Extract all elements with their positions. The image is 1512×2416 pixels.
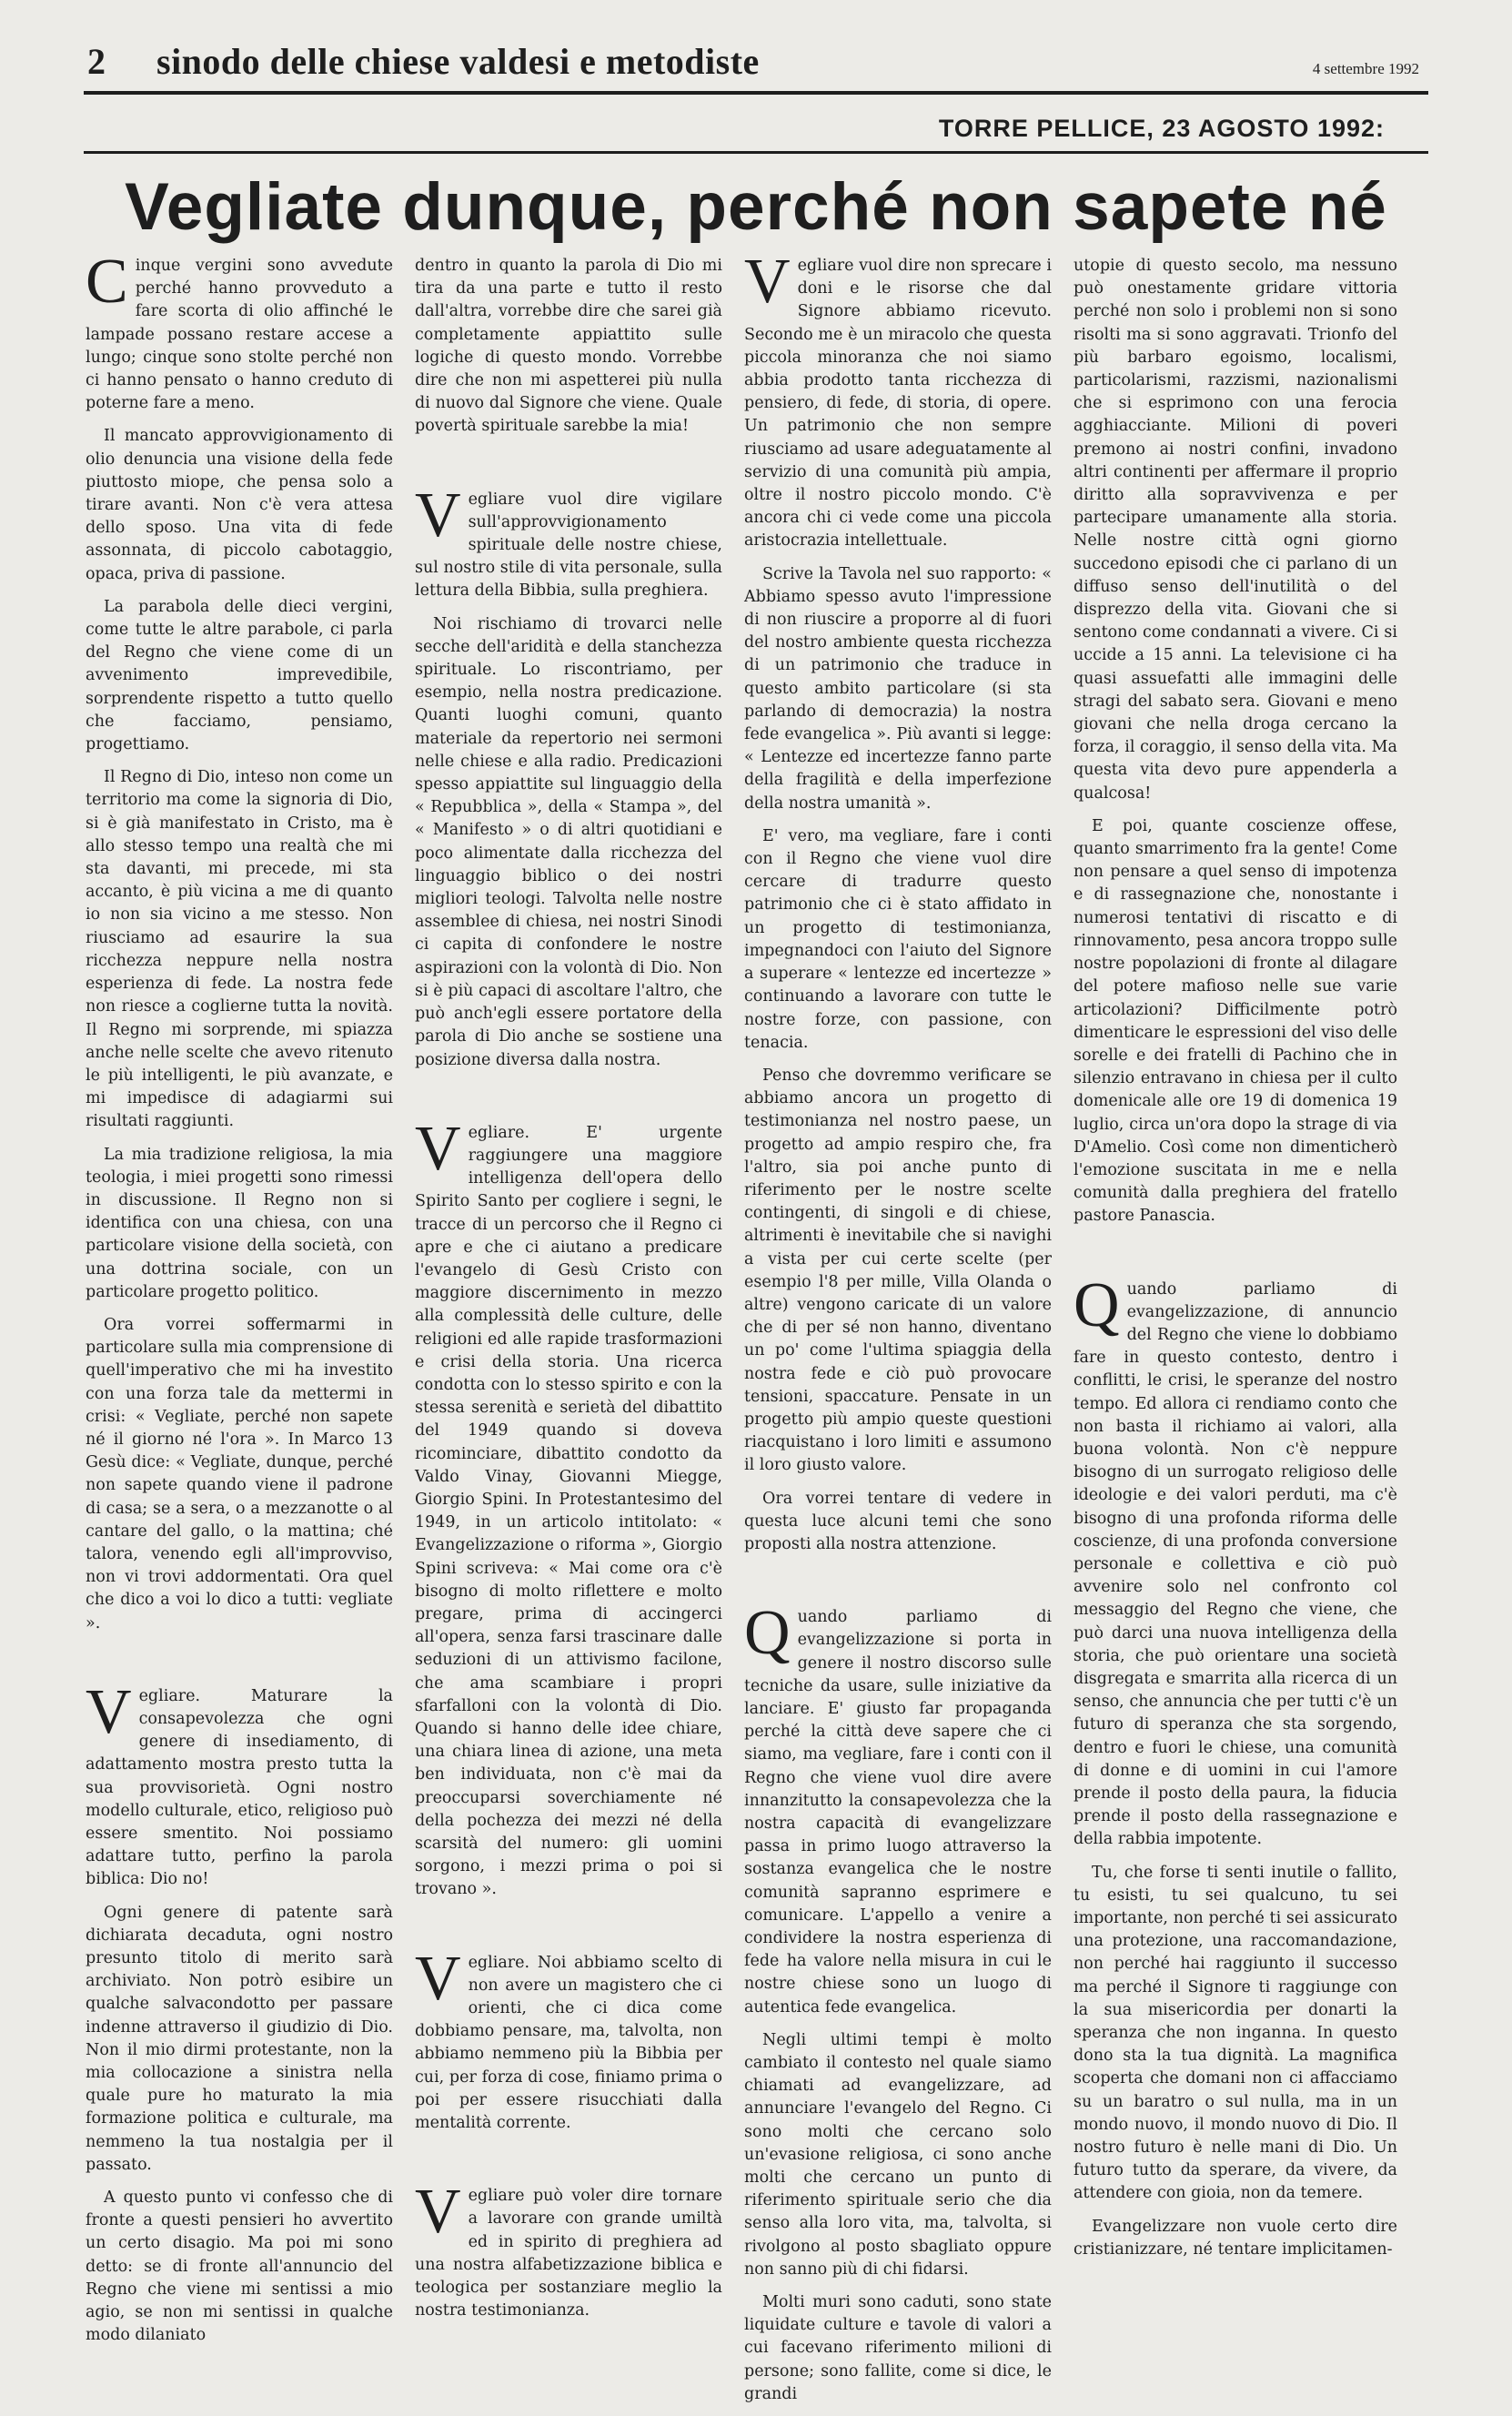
paragraph-text: Il mancato approvvigionamento di olio denuncia una visione della fede piuttosto miope, che pensa solo a tirare avanti. Non c'è vera attesa dello sposo. Una vita di fede assonnata, di piccolo cabotaggio, opaca, priva di passione. xyxy=(86,427,393,583)
paragraph-text: inque vergini sono avvedute perché hanno provveduto a fare scorta di olio affinché le lampade possano restare accese a lungo; cinque sono stolte perché non ci hanno pensato o hanno creduto di poterne fare a meno. xyxy=(86,257,393,413)
paragraph-text: Evangelizzare non vuole certo dire cristianizzare, né tentare implicitamen- xyxy=(1074,2217,1397,2259)
paragraph-text: A questo punto vi confesso che di fronte a questi pensieri ho avvertito un certo disagio. Ma poi mi sono detto: se di fronte all'annuncio del Regno che viene mi sentissi a mio agio, se non mi sentissi in qualche modo dilaniato xyxy=(86,2189,393,2345)
paragraph-text: Ogni genere di patente sarà dichiarata decaduta, ogni nostro presunto titolo di merito sarà archiviato. Non potrò esibire un qualche salvacondotto per passare indenne attraverso il giudizio di Dio. Non il mio dirmi protestante, non la mia collocazione a sinistra nella quale pure ho maturato la mia formazione politica e culturale, ma nemmeno la tua nostalgia per il passato. xyxy=(86,1903,393,2174)
drop-cap: Q xyxy=(744,1598,791,1669)
article-paragraph xyxy=(86,2187,393,2347)
drop-cap: Q xyxy=(1074,1269,1120,1340)
article-paragraph xyxy=(744,1488,1052,1557)
article-paragraph xyxy=(1074,255,1397,805)
article-paragraph xyxy=(415,1943,722,2136)
paragraph-text: La mia tradizione religiosa, la mia teologia, i miei progetti sono rimessi in discussione. Il Regno non si identifica con una chiesa, con una particolare visione della società, con una dottrina sociale, con un particolare progetto politico. xyxy=(86,1145,393,1301)
paragraph-text: E poi, quante coscienze offese, quanto smarrimento fra la gente! Come non pensare a quel senso di impotenza e di rassegnazione che, nonostante i numerosi tentativi di riscatto e di rinnovamento, pesa ancora troppo sulle nostre popolazioni di fronte al dilagare del potere mafioso nelle sue varie articolazioni? Difficilmente potrò dimenticare le espressioni del viso delle sorelle e dei fratelli di Pachino che in silenzio entravano in chiesa per il culto domenicale alle ore 19 di domenica 19 luglio, circa un'ora dopo la strage di via D'Amelio. Così come non dimenticherò l'emozione suscitata in me e nella comunità dalla preghiera del fratello pastore Panascia. xyxy=(1074,816,1397,1226)
drop-cap: V xyxy=(415,2177,461,2248)
article-paragraph xyxy=(1074,1269,1397,1852)
article-paragraph xyxy=(744,2291,1052,2406)
article-paragraph xyxy=(86,1314,393,1635)
article-paragraph xyxy=(86,766,393,1133)
article-paragraph xyxy=(415,1113,722,1902)
drop-cap: V xyxy=(415,1943,461,2014)
article-column-1 xyxy=(86,247,393,2357)
article-paragraph xyxy=(86,425,393,585)
article-column-4 xyxy=(1074,255,1397,2271)
article-paragraph xyxy=(744,2029,1052,2281)
paragraph-text: Tu, che forse ti senti inutile o fallito, tu esisti, tu sei qualcuno, tu sei importante, non perché ti sei assicurato una protezione, una raccomandazione, non perché hai raggiunto il successo ma perché il Signore ti raggiunge con la sua misericordia per donarti la speranza che non inganna. In questo dono sta la tua dignità. La magnifica scoperta che domani non ci affacciamo su un baratro o sul nulla, ma in un mondo nuovo, il mondo nuovo di Dio. Il nostro futuro è nelle mani di Dio. Un futuro tutto da sperare, da vivere, da attendere con gioia, non da temere. xyxy=(1074,1863,1397,2203)
paragraph-text: egliare. Noi abbiamo scelto di non avere un magistero che ci orienti, che ci dica come dobbiamo pensare, ma, talvolta, non abbiamo nemmeno più la Bibbia per cui, per forza di cose, finiamo prima o poi per essere risucchiati dalla mentalità corrente. xyxy=(415,1953,722,2133)
kicker-location-date: TORRE PELLICE, 23 AGOSTO 1992: xyxy=(938,115,1385,142)
masthead xyxy=(84,40,1428,95)
section-gap xyxy=(1074,1238,1397,1279)
section-gap xyxy=(744,1566,1052,1606)
article-paragraph xyxy=(86,247,393,415)
article-paragraph xyxy=(415,2177,722,2322)
section-gap xyxy=(415,449,722,489)
paragraph-text: Penso che dovremmo verificare se abbiamo ancora un progetto di testimonianza nel nostro paese, un progetto ad ampio respiro che, fra l'altro, sia poi anche punto di riferimento per le nostre scelte contingenti, di singoli e di chiese, altrimenti è inevitabile che si navighi a vista per cui certe scelte (per esempio l'8 per mille, Villa Olanda o altre) vengono caricate di un valore che di per sé non hanno, diventano un po' come l'ultima spiaggia della nostra fede e ciò può provocare tensioni, spaccature. Pensate in un progetto più ampio queste questioni riacquistano i loro limiti e assumono il loro giusto valore. xyxy=(744,1066,1052,1475)
article-paragraph xyxy=(744,1598,1052,2019)
paragraph-text: egliare. E' urgente raggiungere una maggiore intelligenza dell'opera dello Spirito Santo per cogliere i segni, le tracce di un percorso che il Regno ci apre e che ci aiutano a predicare l'evangelo di Gesù Cristo con maggiore discernimento in mezzo alla complessità delle culture, delle religioni ed alle rapide trasformazioni e crisi della storia. Una ricerca condotta con lo stesso spirito e con la stessa serenità e serietà del dibattito del 1949 quando si doveva ricominciare, dibattito condotto da Valdo Vinay, Giovanni Miegge, Giorgio Spini. In Protestantesimo del 1949, in un articolo intitolato: « Evangelizzazione o riforma », Giorgio Spini scriveva: « Mai come ora c'è bisogno di molto riflettere e molto pregare, prima di accingerci all'opera, senza farsi trascinare dalle seduzioni di un attivismo facilone, che ama scambiare i propri sfarfalloni con la volontà di Dio. Quando si hanno delle idee chiare, una chiara linea di azione, una meta ben individuata, non c'è mai da preoccuparsi soverchiamente né della pochezza dei mezzi né della scarsità del numero: gli uomini sorgono, i mezzi prima o poi si trovano ». xyxy=(415,1123,722,1899)
paragraph-text: Il Regno di Dio, inteso non come un territorio ma come la signoria di Dio, si è già manifestato in Cristo, ma è allo stesso tempo una realtà che mi sta davanti, mi precede, mi sta accanto, è più vicina a me di quanto io non sia vicino a me stesso. Non riusciamo ad esaurire la sua ricchezza neppure nella nostra esperienza di fede. La nostra fede non riesce a coglierne tutta la novità. Il Regno mi sorprende, mi spiazza anche nelle scelte che avevo ritenuto le più intelligenti, le più avanzate, e mi impedisce di adagiarmi sui risultati raggiunti. xyxy=(86,768,393,1131)
article-paragraph xyxy=(1074,1862,1397,2206)
paragraph-text: egliare può voler dire tornare a lavorare con grande umiltà ed in spirito di preghiera ad una nostra alfabetizzazione biblica e teologica per sostanziare meglio la nostra testimonianza. xyxy=(415,2187,722,2320)
article-paragraph xyxy=(86,596,393,756)
section-gap xyxy=(415,1082,722,1122)
paragraph-text: uando parliamo di evangelizzazione si porta in genere il nostro discorso sulle tecniche da usare, sulle iniziative da lanciare. E' giusto far propaganda perché la città deve sapere che ci siamo, ma vegliare, fare i conti con il Regno che viene vuol dire avere innanzitutto la consapevolezza che la nostra capacità di evangelizzare passa in primo luogo attraverso la sostanza evangelica che le nostre comunità sapranno esprimere e comunicare. L'appello a venire a condividere la nostra esperienza di fede ha valore nella misura in cui le nostre chiese sono un luogo di autentica fede evangelica. xyxy=(744,1608,1052,2017)
drop-cap: V xyxy=(415,1113,461,1184)
paragraph-text: egliare. Maturare la consapevolezza che ogni genere di insediamento, di adattamento mostra presto tutta la sua provvisorietà. Ogni nostro modello culturale, etico, religioso può essere smentito. Noi possiamo adattare tutto, perfino la parola biblica: Dio no! xyxy=(86,1686,393,1889)
article-paragraph xyxy=(415,255,722,439)
drop-cap: V xyxy=(415,480,461,551)
article-column-2 xyxy=(415,255,722,2332)
article-paragraph xyxy=(744,563,1052,815)
paragraph-text: E' vero, ma vegliare, fare i conti con il Regno che viene vuol dire cercare di tradurre questo patrimonio che ci è stato affidato in un progetto di testimonianza, impegnandoci con l'aiuto del Signore a superare « lentezze ed incertezze » continuando a lavorare con tutte le nostre forze, con passione, con tenacia. xyxy=(744,826,1052,1052)
section-gap xyxy=(415,1912,722,1952)
article-paragraph xyxy=(86,1144,393,1304)
paragraph-text: utopie di questo secolo, ma nessuno può onestamente gridare vittoria perché non solo i problemi non si sono risolti ma si sono aggravati. Trionfo del più barbaro egoismo, localismi, particolarismi, razzismi, nazionalismi che si esprimono con una ferocia agghiacciante. Milioni di poveri premono ai nostri confini, invadono altri continenti per affermare il proprio diritto alla sopravvivenza e per partecipare umanamente alla storia. Nelle nostre città ogni giorno succedono episodi che ci parlano di un diffuso senso dell'inutilità o del disprezzo della vita. Giovani che si sentono come condannati a vivere. Ci si uccide a 15 anni. La televisione ci ha quasi assuefatti alle immagini delle stragi del sabato sera. Giovani e meno giovani che nella droga cercano la forza, il coraggio, il senso della vita. Ma questa vita devo pure appenderla a qualcosa! xyxy=(1074,257,1397,803)
drop-cap: C xyxy=(86,247,128,317)
paragraph-text: La parabola delle dieci vergini, come tutte le altre parabole, ci parla del Regno che viene come di un avvenimento imprevedibile, sorprendente rispetto a tutto quello che facciamo, pensiamo, progettiamo. xyxy=(86,597,393,754)
newspaper-title: sinodo delle chiese valdesi e metodiste xyxy=(156,41,760,82)
article-paragraph xyxy=(86,1902,393,2177)
paragraph-text: egliare vuol dire vigilare sull'approvvigionamento spirituale delle nostre chiese, sul nostro stile di vita personale, sulla lettura della Bibbia, sulla preghiera. xyxy=(415,490,722,601)
article-paragraph xyxy=(415,480,722,603)
paragraph-text: Molti muri sono caduti, sono state liquidate culture e tavole di valori a cui facevano riferimento milioni di persone; sono fallite, come si dice, le grandi xyxy=(744,2293,1052,2403)
article-paragraph xyxy=(1074,815,1397,1228)
article-headline: Vegliate dunque, perché non sapete né xyxy=(125,170,1387,244)
drop-cap: V xyxy=(86,1676,132,1747)
paragraph-text: egliare vuol dire non sprecare i doni e le risorse che dal Signore abbiamo ricevuto. Secondo me è un miracolo che questa piccola minoranza che noi siamo abbia prodotto tanta ricchezza di pensiero, di fede, di storia, di opere. Un patrimonio che non sempre riusciamo ad usare adeguatamente al servizio di una comunità più ampia, oltre il nostro piccolo mondo. C'è ancora chi ci vede come una piccola aristocrazia intellettuale. xyxy=(744,257,1052,551)
article-column-3 xyxy=(744,247,1052,2416)
article-paragraph xyxy=(744,1065,1052,1478)
paragraph-text: Negli ultimi tempi è molto cambiato il contesto nel quale siamo chiamati ad evangelizzare, ad annunciare l'evangelo del Regno. Ci sono molti che cercano solo un'evasione religiosa, ci sono anche molti che cercano un punto di riferimento spirituale serio che dia senso alla loro vita, ma, talvolta, si rivolgono al posto sbagliato oppure non sanno più di chi fidarsi. xyxy=(744,2030,1052,2279)
article-paragraph xyxy=(744,247,1052,553)
article-paragraph xyxy=(86,1676,393,1892)
divider-rule xyxy=(84,151,1428,154)
paragraph-text: Ora vorrei soffermarmi in particolare sulla mia comprensione di quell'imperativo che mi ha investito con una forza tale da mettermi in crisi: « Vegliate, perché non sapete né il giorno né l'ora ». In Marco 13 Gesù dice: « Vegliate, dunque, perché non sapete quando viene il padrone di casa; se a sera, o a mezzanotte o al cantare del gallo, o la mattina; ché talora, venendo egli all'improvviso, non vi trovi addormentati. Ora quel che dico a voi lo dico a tutti: vegliate ». xyxy=(86,1315,393,1633)
article-paragraph xyxy=(415,613,722,1072)
paragraph-text: dentro in quanto la parola di Dio mi tira da una parte e tutto il resto dall'altra, vorrebbe dire che sarei già completamente appiattito sulle logiche di questo mondo. Vorrebbe dire che non mi aspetterei più nulla di nuovo dal Signore che viene. Quale povertà spirituale sarebbe la mia! xyxy=(415,257,722,436)
section-gap xyxy=(86,1645,393,1685)
paragraph-text: Noi rischiamo di trovarci nelle secche dell'aridità e della stanchezza spirituale. Lo riscontriamo, per esempio, nella nostra predicazione. Quanti luoghi comuni, quanto materiale da repertorio nei sermoni nelle chiese e alla radio. Predicazioni spesso appiattite sul linguaggio della « Repubblica », della « Stampa », del « Manifesto » o di altri quotidiani e poco alimentate dalla ricchezza del linguaggio biblico o dei nostri migliori teologi. Talvolta nelle nostre assemblee di chiesa, nei nostri Sinodi ci capita di confondere le nostre aspirazioni con la volontà di Dio. Non si è più capaci di ascoltare l'altro, che può anch'egli essere portatore della parola di Dio anche se sostiene una posizione diversa dalla nostra. xyxy=(415,614,722,1069)
paragraph-text: Ora vorrei tentare di vedere in questa luce alcuni temi che sono proposti alla nostra attenzione. xyxy=(744,1489,1052,1553)
drop-cap: V xyxy=(744,247,791,317)
article-paragraph xyxy=(1074,2216,1397,2261)
paragraph-text: uando parliamo di evangelizzazione, di annuncio del Regno che viene lo dobbiamo fare in questo contesto, dentro i conflitti, le crisi, le speranze del nostro tempo. Ed allora ci rendiamo conto che non basta il richiamo ai valori, alla buona volontà. Non c'è neppure bisogno di un surrogato religioso delle ideologie e dei valori perduti, ma c'è bisogno di una profonda riforma delle coscienze, di una profonda conversione personale e collettiva e ciò può avvenire solo nel confronto col messaggio del Regno che viene, che può darci una nuova intelligenza della storia, che può orientare una società disgregata e smarrita alla ricerca di un senso, che annuncia che per tutti c'è un futuro di speranza che sta sorgendo, dentro e fuori le chiese, una comunità di donne e di uomini in cui l'amore prende il posto della paura, la fiducia prende il posto della rassegnazione e della rabbia impotente. xyxy=(1074,1279,1397,1849)
page-number: 2 xyxy=(87,41,106,82)
article-paragraph xyxy=(744,825,1052,1055)
paragraph-text: Scrive la Tavola nel suo rapporto: « Abbiamo spesso avuto l'impressione di non riuscire a proporre al di fuori del nostro ambiente questa ricchezza di un patrimonio che traduce in questo ambito particolare (si sta parlando di democrazia) la nostra fede evangelica ». Più avanti si legge: « Lentezze ed incertezze fanno parte della fragilità e della imperfezione della nostra umanità ». xyxy=(744,564,1052,813)
section-gap xyxy=(415,2145,722,2185)
issue-date: 4 settembre 1992 xyxy=(1312,60,1419,77)
